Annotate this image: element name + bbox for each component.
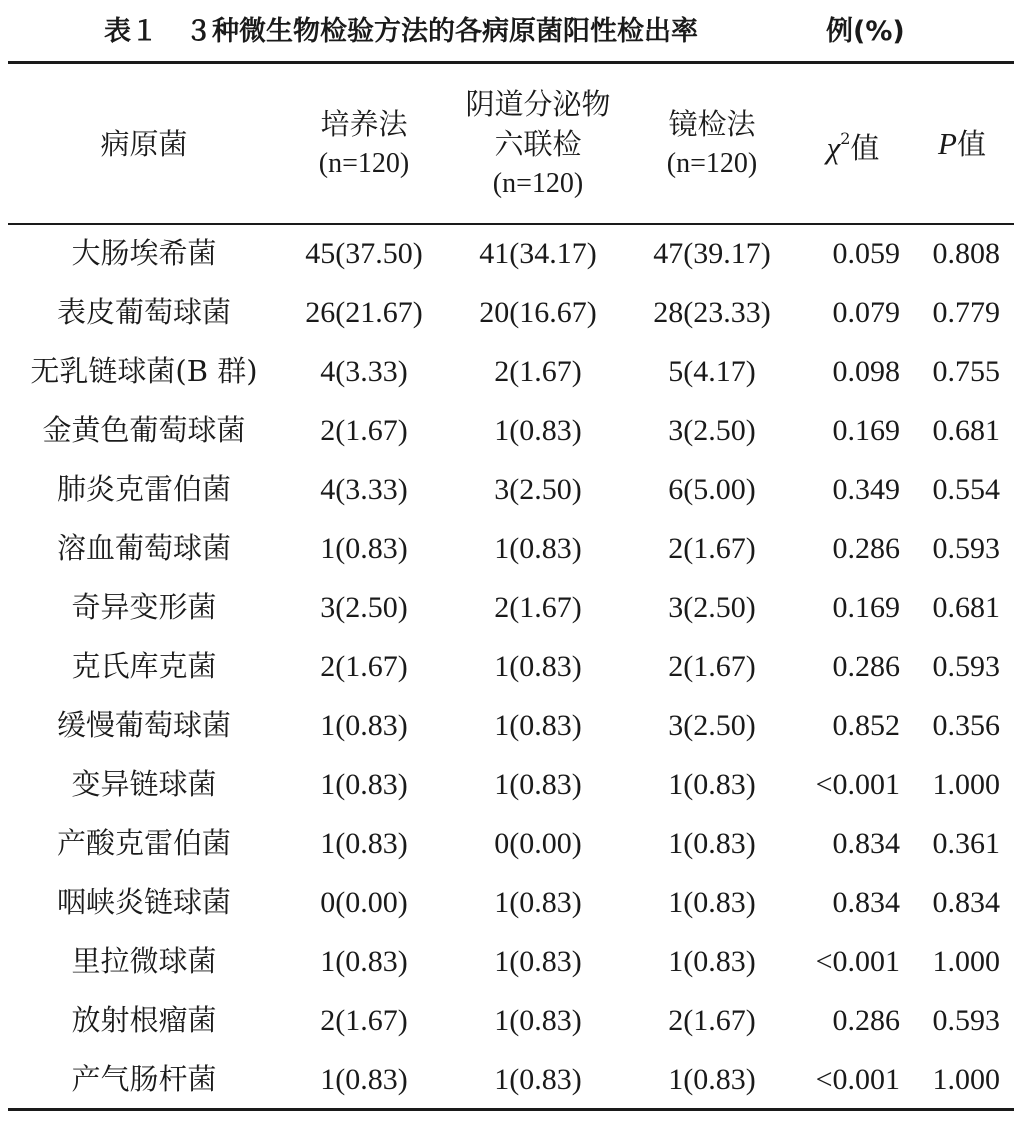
cell-chi-square: 0.286 xyxy=(832,532,900,565)
p-suffix: 值 xyxy=(956,126,986,161)
header-p-value xyxy=(912,64,1012,223)
cell-culture: 3(2.50) xyxy=(320,591,408,624)
cell-sixjoint: 0(0.00) xyxy=(494,827,582,860)
cell-p-value: 0.554 xyxy=(932,473,1000,506)
cell-pathogen: 产气肠杆菌 xyxy=(71,1062,217,1096)
cell-culture: 1(0.83) xyxy=(320,709,408,742)
cell-p-value: 0.593 xyxy=(932,1004,1000,1037)
cell-microscopy: 47(39.17) xyxy=(653,237,771,270)
cell-pathogen: 大肠埃希菌 xyxy=(71,236,217,270)
cell-pathogen: 咽峡炎链球菌 xyxy=(56,885,231,919)
cell-chi-square: <0.001 xyxy=(815,768,900,801)
cell-microscopy: 1(0.83) xyxy=(668,827,756,860)
cell-sixjoint: 2(1.67) xyxy=(494,591,582,624)
header-pathogen xyxy=(10,64,278,223)
cell-sixjoint: 1(0.83) xyxy=(494,650,582,683)
cell-microscopy: 3(2.50) xyxy=(668,414,756,447)
table-body xyxy=(0,225,1021,1108)
cell-culture: 1(0.83) xyxy=(320,945,408,978)
cell-culture: 45(37.50) xyxy=(305,237,423,270)
cell-culture: 4(3.33) xyxy=(320,355,408,388)
cell-p-value: 0.593 xyxy=(932,532,1000,565)
cell-culture: 1(0.83) xyxy=(320,827,408,860)
cell-microscopy: 5(4.17) xyxy=(668,355,756,388)
cell-pathogen: 变异链球菌 xyxy=(71,767,217,801)
cell-sixjoint: 20(16.67) xyxy=(479,296,597,329)
cell-pathogen: 克氏库克菌 xyxy=(71,649,217,683)
cell-chi-square: 0.834 xyxy=(832,827,900,860)
cell-chi-square: 0.169 xyxy=(832,414,900,447)
table-row xyxy=(0,932,1021,991)
cell-sixjoint: 2(1.67) xyxy=(494,355,582,388)
cell-sixjoint: 1(0.83) xyxy=(494,532,582,565)
p-symbol: P xyxy=(938,125,957,161)
header-microscopy-n: (n=120) xyxy=(666,147,758,179)
header-p-value-label xyxy=(938,124,986,164)
table-row xyxy=(0,578,1021,637)
header-culture xyxy=(288,64,440,223)
header-culture-n: (n=120) xyxy=(318,147,410,179)
cell-chi-square: 0.079 xyxy=(832,296,900,329)
cell-chi-square: 0.286 xyxy=(832,1004,900,1037)
table-row xyxy=(0,401,1021,460)
cell-p-value: 1.000 xyxy=(932,1063,1000,1096)
cell-p-value: 0.779 xyxy=(932,296,1000,329)
cell-pathogen: 里拉微球菌 xyxy=(71,944,217,978)
cell-culture: 26(21.67) xyxy=(305,296,423,329)
cell-culture: 2(1.67) xyxy=(320,414,408,447)
cell-p-value: 0.361 xyxy=(932,827,1000,860)
cell-pathogen: 无乳链球菌(B 群) xyxy=(30,354,258,388)
cell-chi-square: <0.001 xyxy=(815,1063,900,1096)
table-row xyxy=(0,696,1021,755)
table-caption xyxy=(0,10,1021,54)
table-row xyxy=(0,342,1021,401)
header-sixjoint-line1: 阴道分泌物 xyxy=(465,86,611,121)
chi-suffix: 值 xyxy=(850,131,880,165)
table-row xyxy=(0,283,1021,342)
cell-microscopy: 2(1.67) xyxy=(668,650,756,683)
cell-culture: 2(1.67) xyxy=(320,1004,408,1037)
cell-pathogen: 放射根瘤菌 xyxy=(71,1003,217,1037)
cell-chi-square: <0.001 xyxy=(815,945,900,978)
cell-culture: 1(0.83) xyxy=(320,532,408,565)
header-microscopy xyxy=(638,64,786,223)
table-unit: 例(%) xyxy=(826,16,905,47)
cell-sixjoint: 1(0.83) xyxy=(494,1004,582,1037)
header-chi-square-label xyxy=(827,119,880,168)
cell-sixjoint: 1(0.83) xyxy=(494,709,582,742)
cell-p-value: 1.000 xyxy=(932,768,1000,801)
cell-microscopy: 1(0.83) xyxy=(668,768,756,801)
cell-chi-square: 0.286 xyxy=(832,650,900,683)
cell-microscopy: 3(2.50) xyxy=(668,591,756,624)
cell-culture: 2(1.67) xyxy=(320,650,408,683)
table-row xyxy=(0,755,1021,814)
cell-p-value: 0.681 xyxy=(932,591,1000,624)
header-sixjoint xyxy=(448,64,628,223)
header-sixjoint-n: (n=120) xyxy=(492,167,584,199)
cell-chi-square: 0.852 xyxy=(832,709,900,742)
cell-chi-square: 0.349 xyxy=(832,473,900,506)
header-pathogen-label: 病原菌 xyxy=(100,126,188,161)
cell-pathogen: 溶血葡萄球菌 xyxy=(56,531,231,565)
cell-microscopy: 2(1.67) xyxy=(668,532,756,565)
cell-culture: 1(0.83) xyxy=(320,768,408,801)
cell-p-value: 1.000 xyxy=(932,945,1000,978)
cell-p-value: 0.356 xyxy=(932,709,1000,742)
cell-chi-square: 0.169 xyxy=(832,591,900,624)
cell-sixjoint: 1(0.83) xyxy=(494,1063,582,1096)
header-chi-square xyxy=(798,64,908,223)
cell-p-value: 0.834 xyxy=(932,886,1000,919)
cell-culture: 0(0.00) xyxy=(320,886,408,919)
table-row xyxy=(0,224,1021,283)
chi-symbol: χ xyxy=(826,130,841,165)
header-culture-label: 培养法 xyxy=(320,106,408,141)
cell-culture: 4(3.33) xyxy=(320,473,408,506)
cell-chi-square: 0.834 xyxy=(832,886,900,919)
cell-microscopy: 3(2.50) xyxy=(668,709,756,742)
cell-sixjoint: 1(0.83) xyxy=(494,768,582,801)
cell-p-value: 0.681 xyxy=(932,414,1000,447)
cell-microscopy: 6(5.00) xyxy=(668,473,756,506)
table-row xyxy=(0,991,1021,1050)
table-row xyxy=(0,814,1021,873)
table-row xyxy=(0,519,1021,578)
cell-culture: 1(0.83) xyxy=(320,1063,408,1096)
cell-pathogen: 肺炎克雷伯菌 xyxy=(56,472,231,506)
header-microscopy-label: 镜检法 xyxy=(668,106,756,141)
cell-pathogen: 表皮葡萄球菌 xyxy=(56,295,231,329)
cell-microscopy: 1(0.83) xyxy=(668,1063,756,1096)
cell-sixjoint: 1(0.83) xyxy=(494,414,582,447)
cell-pathogen: 奇异变形菌 xyxy=(71,590,217,624)
header-sixjoint-line2: 六联检 xyxy=(494,126,582,161)
bottom-rule xyxy=(8,1108,1014,1111)
cell-sixjoint: 41(34.17) xyxy=(479,237,597,270)
cell-microscopy: 1(0.83) xyxy=(668,945,756,978)
cell-chi-square: 0.098 xyxy=(832,355,900,388)
cell-microscopy: 1(0.83) xyxy=(668,886,756,919)
table-row xyxy=(0,1050,1021,1109)
cell-pathogen: 金黄色葡萄球菌 xyxy=(42,413,246,447)
table-row xyxy=(0,873,1021,932)
table-row xyxy=(0,637,1021,696)
cell-sixjoint: 3(2.50) xyxy=(494,473,582,506)
table-title: 表１ ３种微生物检验方法的各病原菌阳性检出率 xyxy=(104,16,698,47)
cell-pathogen: 产酸克雷伯菌 xyxy=(56,826,231,860)
cell-sixjoint: 1(0.83) xyxy=(494,945,582,978)
cell-chi-square: 0.059 xyxy=(832,237,900,270)
cell-pathogen: 缓慢葡萄球菌 xyxy=(56,708,231,742)
table-header xyxy=(0,64,1021,223)
cell-sixjoint: 1(0.83) xyxy=(494,886,582,919)
cell-p-value: 0.808 xyxy=(932,237,1000,270)
cell-p-value: 0.593 xyxy=(932,650,1000,683)
cell-microscopy: 28(23.33) xyxy=(653,296,771,329)
chi-superscript: 2 xyxy=(840,129,851,148)
table-row xyxy=(0,460,1021,519)
cell-microscopy: 2(1.67) xyxy=(668,1004,756,1037)
cell-p-value: 0.755 xyxy=(932,355,1000,388)
